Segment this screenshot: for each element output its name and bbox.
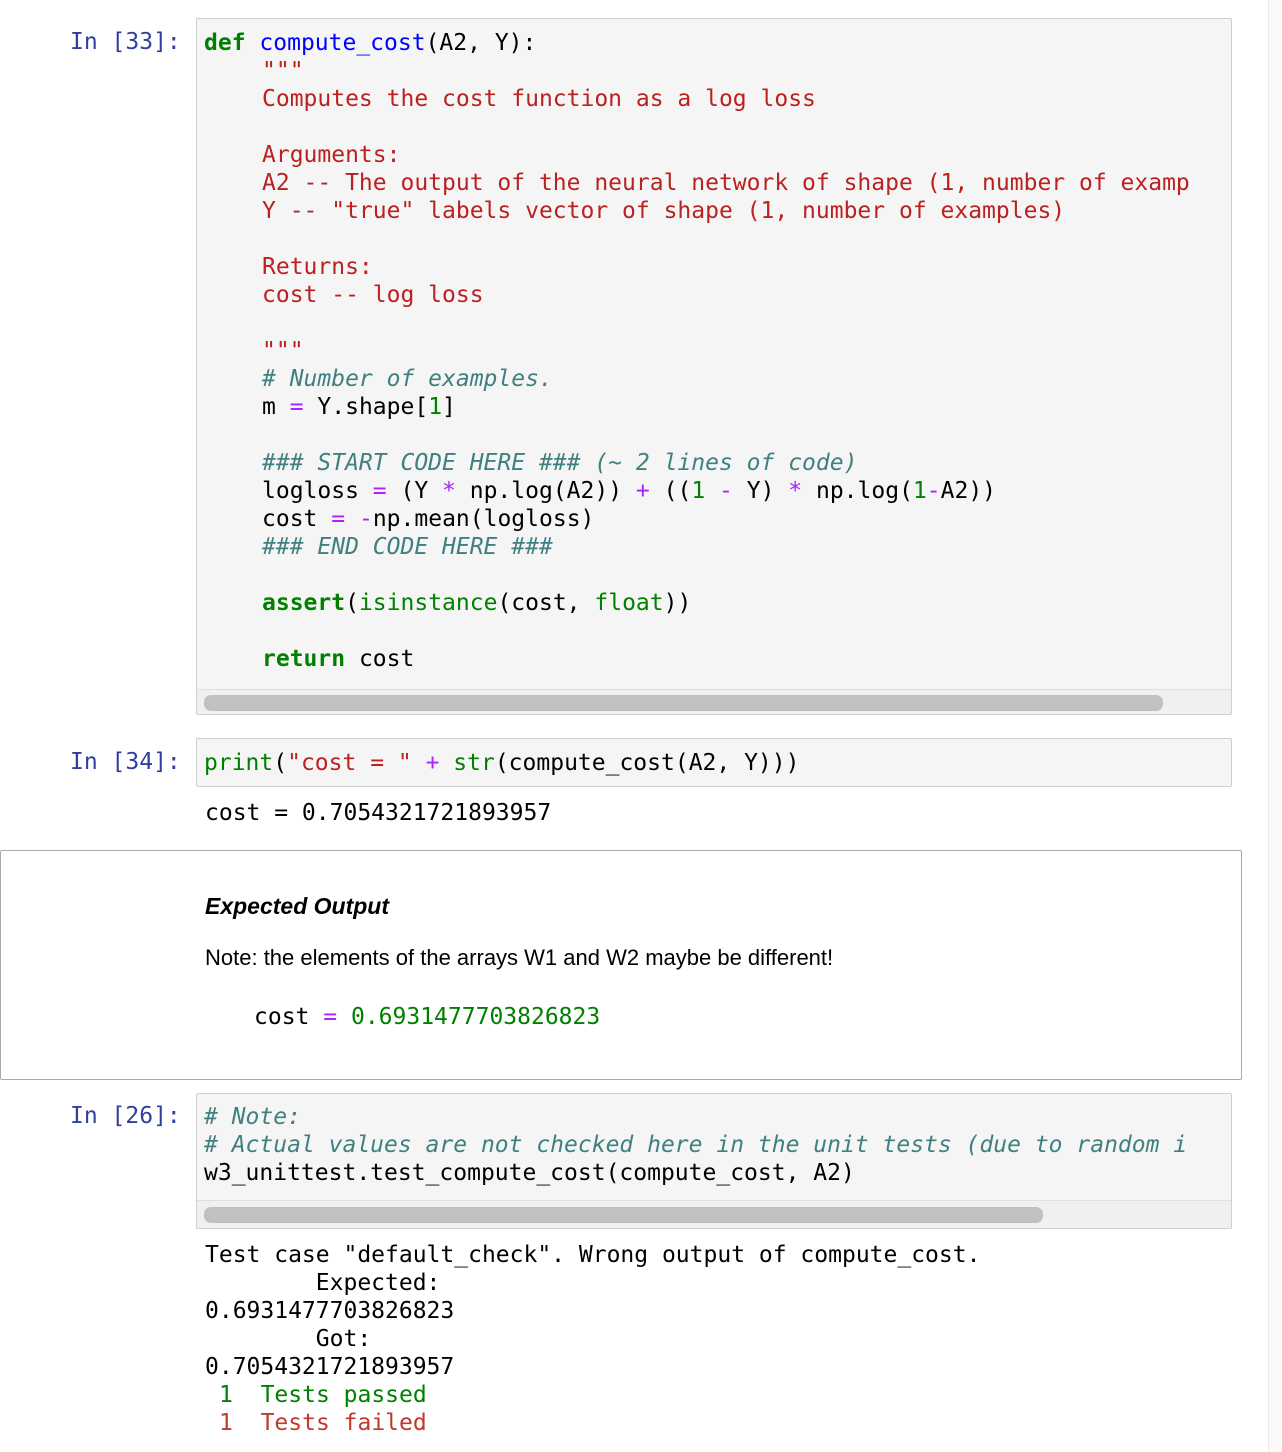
code-line-def: def compute_cost(A2, Y): — [204, 30, 537, 56]
cell-26-prompt: In [26]: — [70, 1103, 181, 1129]
scrollbar-thumb[interactable] — [204, 695, 1163, 711]
code-line-return: return cost — [262, 646, 415, 672]
function-name: compute_cost — [259, 30, 426, 56]
code-line-m: m = Y.shape[1] — [262, 394, 456, 420]
cell-33-prompt: In [33]: — [70, 29, 181, 55]
docstring-open: """ — [262, 58, 304, 84]
docstring-line: Y -- "true" labels vector of shape (1, number of examples) — [262, 198, 1066, 224]
code-line-logloss: logloss = (Y * np.log(A2)) + ((1 - Y) * np.log(1-A2)) — [262, 478, 997, 504]
output-line: 0.6931477703826823 — [205, 1298, 455, 1324]
horizontal-scrollbar[interactable] — [197, 1200, 1231, 1228]
docstring-line: Arguments: — [262, 142, 401, 168]
tests-passed-line: 1 Tests passed — [219, 1382, 427, 1408]
output-line: Test case "default_check". Wrong output of compute_cost. — [205, 1242, 981, 1268]
output-line: 0.7054321721893957 — [205, 1354, 455, 1380]
docstring-line: Returns: — [262, 254, 373, 280]
comment-start-code: ### START CODE HERE ### (~ 2 lines of code) — [262, 450, 858, 476]
markdown-cell-expected-output[interactable] — [0, 850, 1242, 1080]
comment-end-code: ### END CODE HERE ### — [262, 534, 553, 560]
code-cell-26[interactable] — [196, 1093, 1232, 1229]
comment-note: # Note: — [204, 1104, 301, 1130]
code-cell-33[interactable] — [196, 18, 1232, 715]
page-scrollbar[interactable] — [1268, 0, 1282, 1452]
docstring-close: """ — [262, 338, 304, 364]
docstring-line: cost -- log loss — [262, 282, 484, 308]
code-line-print: print("cost = " + str(compute_cost(A2, Y))) — [204, 750, 800, 776]
code-cell-34[interactable] — [196, 738, 1232, 787]
expected-cost-line: cost = 0.6931477703826823 — [254, 1004, 601, 1030]
cell-34-output: cost = 0.7054321721893957 — [205, 800, 552, 826]
tests-failed-line: 1 Tests failed — [219, 1410, 427, 1436]
cell-34-prompt: In [34]: — [70, 749, 181, 775]
horizontal-scrollbar[interactable] — [197, 689, 1231, 715]
expected-output-heading: Expected Output — [205, 893, 390, 919]
comment-number-of-examples: # Number of examples. — [262, 366, 553, 392]
code-line-cost: cost = -np.mean(logloss) — [262, 506, 595, 532]
expected-output-note: Note: the elements of the arrays W1 and W2 maybe be different! — [205, 945, 834, 970]
docstring-line: Computes the cost function as a log loss — [262, 86, 816, 112]
comment-actual-values: # Actual values are not checked here in the unit tests (due to random i — [204, 1132, 1188, 1158]
output-line: Got: — [205, 1326, 372, 1352]
output-line: Expected: — [205, 1270, 441, 1296]
code-line-assert: assert(isinstance(cost, float)) — [262, 590, 692, 616]
def-keyword: def — [204, 30, 246, 56]
code-line-unittest: w3_unittest.test_compute_cost(compute_cost, A2) — [204, 1160, 855, 1186]
scrollbar-thumb[interactable] — [204, 1207, 1043, 1223]
docstring-line: A2 -- The output of the neural network of shape (1, number of examp — [262, 170, 1190, 196]
expected-cost-value: 0.6931477703826823 — [350, 1004, 601, 1030]
